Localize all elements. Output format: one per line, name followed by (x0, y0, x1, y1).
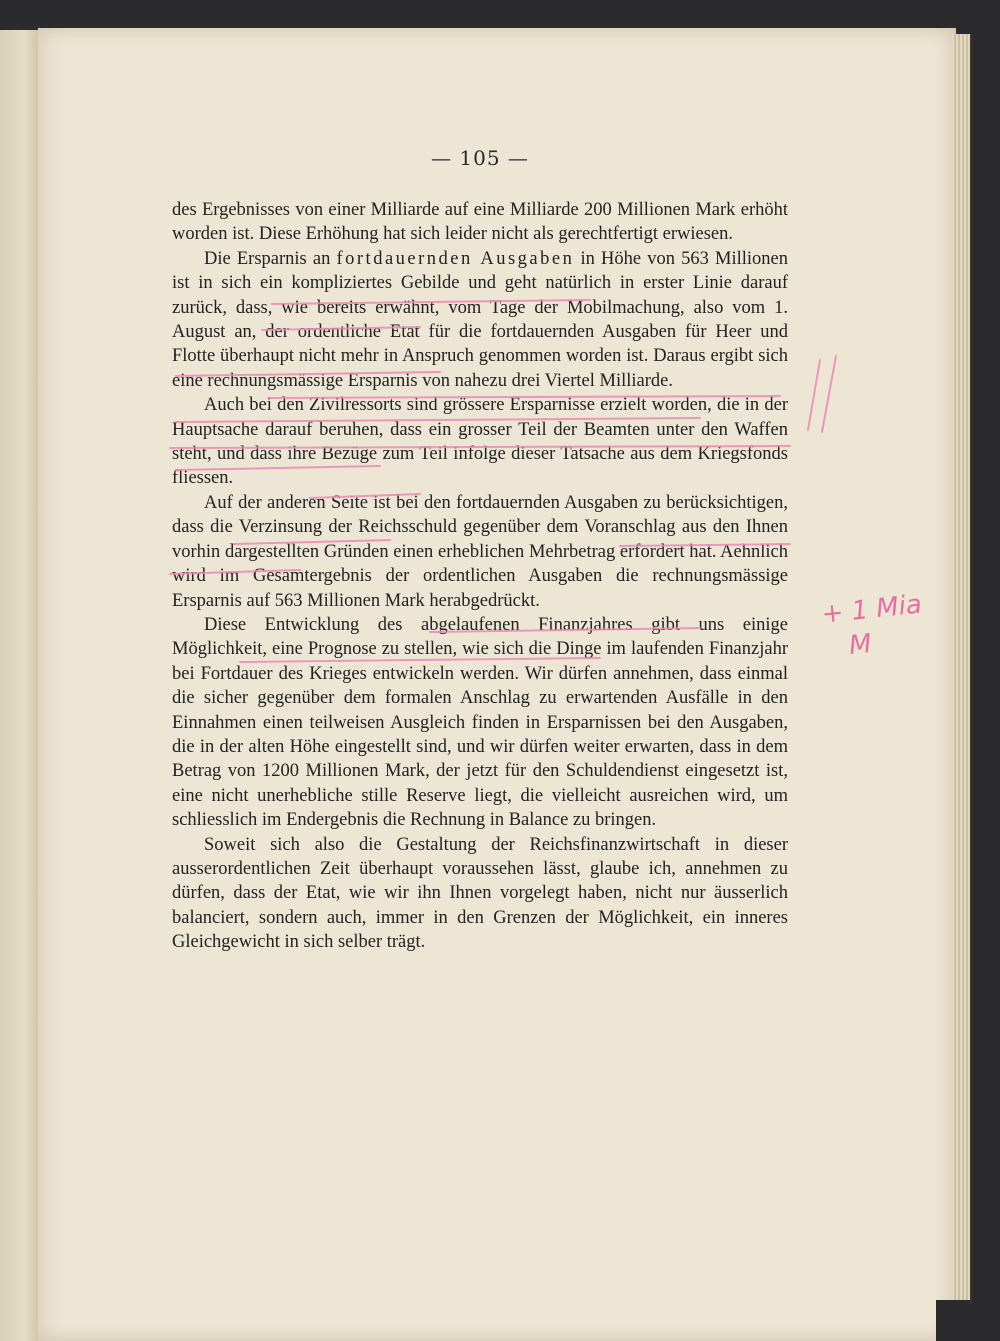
margin-note-line-1: + 1 Mia (820, 589, 924, 630)
paragraph-4: Auf der anderen Seite ist bei den fortdauernden Ausgaben zu berücksichtigen, dass die Verzinsung der Reichsschuld gegenüber dem Voranschlag aus den Ihnen vorhin dargestellten Gründen einen erheblichen Mehrbetrag erfordert hat. Aehnlich wird im Gesamtergebnis der ordentlichen Ausgaben die rechnungsmässige Ersparnis auf 563 Millionen Mark herabgedrückt. (172, 492, 788, 611)
paragraph-2-start: Die Ersparnis an (204, 248, 337, 269)
paragraph-2 (172, 247, 788, 393)
margin-note-line-2: M (847, 628, 874, 662)
body-text (172, 198, 788, 955)
paragraph-1: des Ergebnisses von einer Milliarde auf eine Milliarde 200 Millionen Mark erhöht worden ist. Diese Erhöhung hat sich leider nicht als gerechtfertigt erwiesen. (172, 200, 788, 245)
paragraph-3: Auch bei den Zivilressorts sind grössere Ersparnisse erzielt worden, die in der Hauptsache darauf beruhen, dass ein grosser Teil der Beamten unter den Waffen steht, und dass ihre Bezüge zum Teil infolge dieser Tatsache aus dem Kriegsfonds fliessen. (172, 395, 788, 489)
paragraph-5: Diese Entwicklung des abgelaufenen Finanzjahres gibt uns einige Möglichkeit, eine Prognose zu stellen, wie sich die Dinge im laufenden Finanzjahr bei Fortdauer des Krieges entwickeln werden. Wir dürfen annehmen, dass einmal die sicher gegenüber dem formalen Anschlag zu erwartenden Ausfälle in den Einnahmen einen teilweisen Ausgleich finden in Ersparnissen bei den Ausgaben, die in der alten Höhe eingestellt sind, und wir dürfen weiter erwarten, dass in dem Betrag von 1200 Millionen Mark, der jetzt für den Schuldendienst eingesetzt ist, eine nicht unerhebliche stille Reserve liegt, die vielleicht ausreichen wird, um schliesslich im Endergebnis die Rechnung in Balance zu bringen. (172, 614, 788, 831)
paragraph-6: Soweit sich also die Gestaltung der Reichsfinanzwirtschaft in dieser ausserordentlichen Zeit überhaupt voraussehen lässt, glaube ich, annehmen zu dürfen, dass der Etat, wie wir ihn Ihnen vorgelegt haben, nicht nur äusserlich balanciert, sondern auch, immer in den Grenzen der Möglichkeit, ein inneres Gleichgewicht in sich selber trägt. (172, 834, 788, 953)
page-stack-edge (952, 34, 972, 1304)
handwritten-margin-note (820, 587, 937, 666)
page-number: — 105 — (431, 146, 529, 170)
paragraph-2-rest: in Höhe von 563 Millionen ist in sich ein kompliziertes Gebilde und geht natürlich in erster Linie darauf zurück, dass, wie bereits erwähnt, vom Tage der Mobilmachung, also vom 1. August an, der ordentliche Etat für die fortdauernden Ausgaben für Heer und Flotte überhaupt nicht mehr in Anspruch genommen worden ist. Daraus ergibt sich eine rechnungsmässige Ersparnis von nahezu drei Viertel Milliarde. (172, 248, 789, 391)
spaced-emphasis: fortdauernden Ausgaben (336, 248, 575, 269)
facing-page-edge (0, 30, 40, 1341)
